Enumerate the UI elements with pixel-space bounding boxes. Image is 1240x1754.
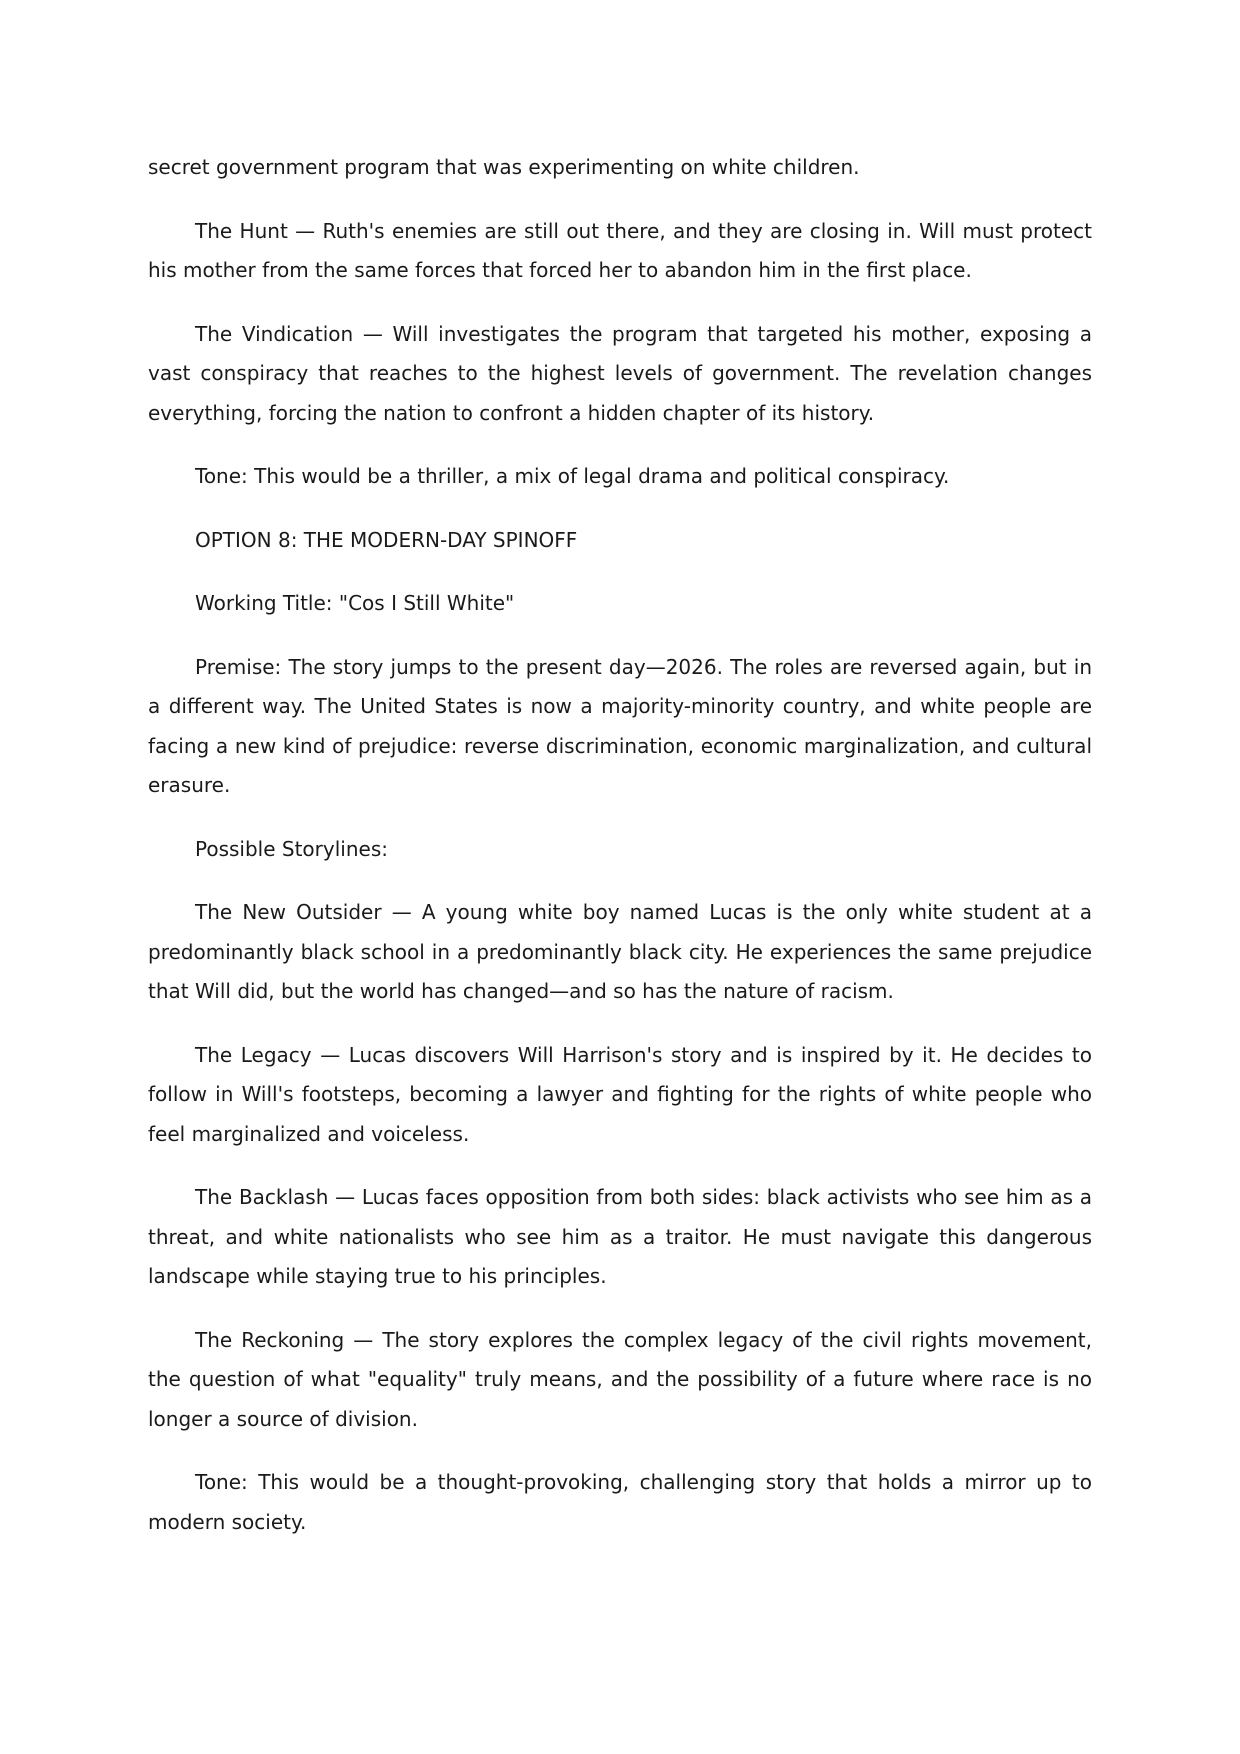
paragraph-the-new-outsider: The New Outsider — A young white boy named Lucas is the only white student at a predominantly black school in a predominantly black city. He experiences the same prejudice that Will did, but the world has changed—and so has the nature of racism. [148,900,1092,1003]
paragraph-the-hunt: The Hunt — Ruth's enemies are still out there, and they are closing in. Will must protect his mother from the same forces that forced her to abandon him in the first place. [148,218,1092,282]
paragraph-premise: Premise: The story jumps to the present day—2026. The roles are reversed again, but in a different way. The United States is now a majority-minority country, and white people are facing a new kind of prejudice: reverse discrimination, economic marginalization, and cultural erasure. [148,654,1092,797]
section-heading-option-8: OPTION 8: THE MODERN-DAY SPINOFF [195,527,578,552]
paragraph-the-reckoning: The Reckoning — The story explores the complex legacy of the civil rights movement, the question of what "equality" truly means, and the possibility of a future where race is no longer a source of division. [148,1327,1092,1431]
paragraph-program-continuation: secret government program that was experimenting on white children. [148,155,860,179]
paragraph-possible-storylines: Possible Storylines: [195,836,388,861]
paragraph-the-vindication: The Vindication — Will investigates the program that targeted his mother, exposing a vast conspiracy that reaches to the highest levels of government. The revelation changes everything, forcing the nation to confront a hidden chapter of its history. [148,321,1092,425]
paragraph-working-title: Working Title: "Cos I Still White" [195,591,515,615]
paragraph-the-backlash: The Backlash — Lucas faces opposition from both sides: black activists who see him as a threat, and white nationalists who see him as a traitor. He must navigate this dangerous landscape while staying true to his principles. [148,1185,1092,1288]
paragraph-the-legacy: The Legacy — Lucas discovers Will Harrison's story and is inspired by it. He decides to follow in Will's footsteps, becoming a lawyer and fighting for the rights of white people who feel marginalized and voiceless. [148,1042,1092,1146]
paragraph-tone-thriller: Tone: This would be a thriller, a mix of legal drama and political conspiracy. [195,464,950,488]
document-page [148,148,1092,1542]
paragraph-tone-thought-provoking: Tone: This would be a thought-provoking, challenging story that holds a mirror up to modern society. [148,1470,1092,1534]
